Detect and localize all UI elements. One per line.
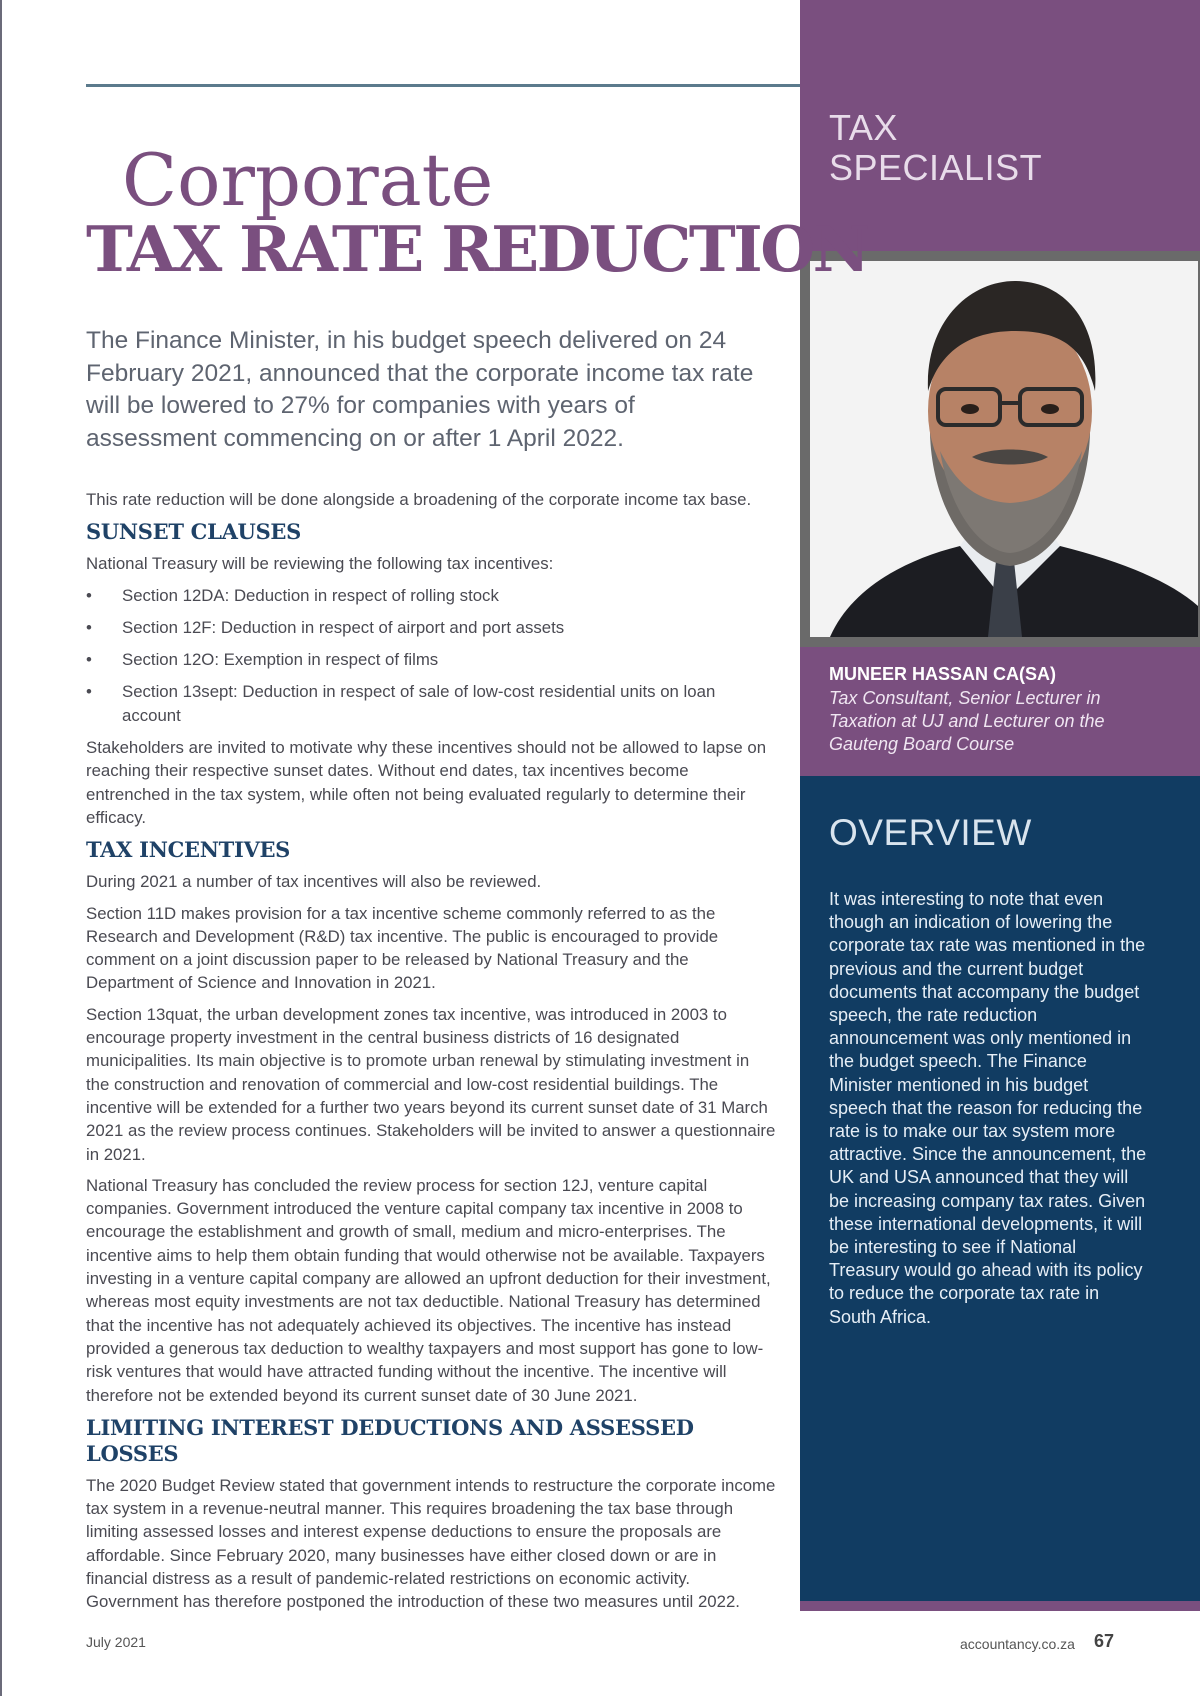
overview-bottom-band	[800, 1601, 1200, 1611]
paragraph-limiting: The 2020 Budget Review stated that government intends to restructure the corporate income tax system in a revenue-neutral manner. This requires broadening the tax base through limiting assessed losses and interest expense deductions to ensure the proposals are affordable. Since February 2020, many businesses have either closed down or are in financial distress as a result of pandemic-related restrictions on economic activity. Government has therefore postponed the introduction of these two measures until 2022.	[86, 1475, 776, 1612]
paragraph-sunset-intro: National Treasury will be reviewing the following tax incentives:	[86, 554, 554, 574]
footer-website-link[interactable]: accountancy.co.za	[960, 1636, 1075, 1652]
author-photo-frame	[800, 251, 1200, 647]
page-number: 67	[1094, 1631, 1115, 1651]
heading-limiting-interest: LIMITING INTEREST DEDUCTIONS AND ASSESSED LOSSES	[86, 1414, 694, 1466]
author-portrait-image	[810, 261, 1198, 637]
paragraph-incentives-4: National Treasury has concluded the review process for section 12J, venture capital companies. Government introduced the venture capital company tax incentive in 2008 to encourage the establishment and growth of small, medium and micro-enterprises. The incentive aims to help them obtain funding that would otherwise not be available. Taxpayers investing in a venture capital company are allowed an upfront deduction for their investment, whereas most equity investments are not tax deductible. National Treasury has determined that the incentive has not adequately achieved its objectives. The incentive has instead provided a generous tax deduction to wealthy taxpayers and most support has gone to low-risk ventures that would have attracted funding without the incentive. The incentive will therefore not be extended beyond its current sunset date of 30 June 2021.	[86, 1175, 771, 1405]
list-item: • Section 13sept: Deduction in respect of sale of low-cost residential units on loan account	[86, 680, 776, 727]
overview-panel	[800, 776, 1200, 1611]
author-name: MUNEER HASSAN CA(SA)	[829, 664, 1057, 684]
section-label	[829, 108, 1169, 188]
article-title-line2: TAX RATE REDUCTION	[86, 212, 868, 286]
overview-text: It was interesting to note that even though an indication of lowering the corporate tax rate was mentioned in the previous and the current budget documents that accompany the budget speech, the rate reduction announcement was only mentioned in the budget speech. The Finance Minister mentioned in his budget speech that the reason for reducing the rate is to make our tax system more attractive. Since the announcement, the UK and USA announced that they will be increasing company tax rates. Given these international developments, it will be interesting to see if National Treasury would go ahead with its policy to reduce the corporate tax rate in South Africa.	[829, 889, 1147, 1327]
list-item: • Section 12O: Exemption in respect of films	[86, 648, 776, 671]
paragraph-incentives-1: During 2021 a number of tax incentives will also be reviewed.	[86, 872, 542, 892]
author-role: Tax Consultant, Senior Lecturer in Taxation at UJ and Lecturer on the Gauteng Board Course	[829, 688, 1105, 754]
paragraph-rate-reduction: This rate reduction will be done alongside a broadening of the corporate income tax base.	[86, 490, 752, 509]
sunset-list	[86, 584, 776, 727]
list-item: • Section 12DA: Deduction in respect of rolling stock	[86, 584, 776, 607]
author-photo	[810, 261, 1198, 637]
article-title-line1: Corporate	[122, 138, 494, 222]
article-body	[86, 488, 776, 1622]
section-label-line1: TAX	[829, 107, 898, 148]
paragraph-incentives-3: Section 13quat, the urban development zones tax incentive, was introduced in 2003 to encourage property investment in the central business districts of 16 designated municipalities. Its main objective is to promote urban renewal by stimulating investment in the construction and renovation of commercial and low-cost residential buildings. The incentive will be extended for a further two years beyond its current sunset date of 31 March 2021 as the review process continues. Stakeholders will be invited to answer a questionnaire in 2021.	[86, 1004, 776, 1164]
article-intro: The Finance Minister, in his budget speech delivered on 24 February 2021, announced that the corporate income tax rate will be lowered to 27% for companies with years of assessment commencing on or after 1 April 2022.	[86, 327, 754, 452]
heading-sunset-clauses: SUNSET CLAUSES	[86, 519, 302, 545]
page-edge-line	[0, 0, 2, 1696]
author-bio	[800, 647, 1200, 776]
footer-date: July 2021	[86, 1634, 146, 1650]
list-item: • Section 12F: Deduction in respect of airport and port assets	[86, 616, 776, 639]
section-label-line2: SPECIALIST	[829, 147, 1043, 188]
paragraph-incentives-2: Section 11D makes provision for a tax incentive scheme commonly referred to as the Research and Development (R&D) tax incentive. The public is encouraged to provide comment on a joint discussion paper to be released by National Treasury and the Department of Science and Innovation in 2021.	[86, 903, 719, 993]
paragraph-stakeholders: Stakeholders are invited to motivate why these incentives should not be allowed to lapse on reaching their respective sunset dates. Without end dates, tax incentives become entrenched in the tax system, while often not being evaluated regularly to determine their efficacy.	[86, 738, 767, 827]
overview-title: OVERVIEW	[829, 812, 1032, 853]
heading-tax-incentives: TAX INCENTIVES	[86, 837, 291, 863]
